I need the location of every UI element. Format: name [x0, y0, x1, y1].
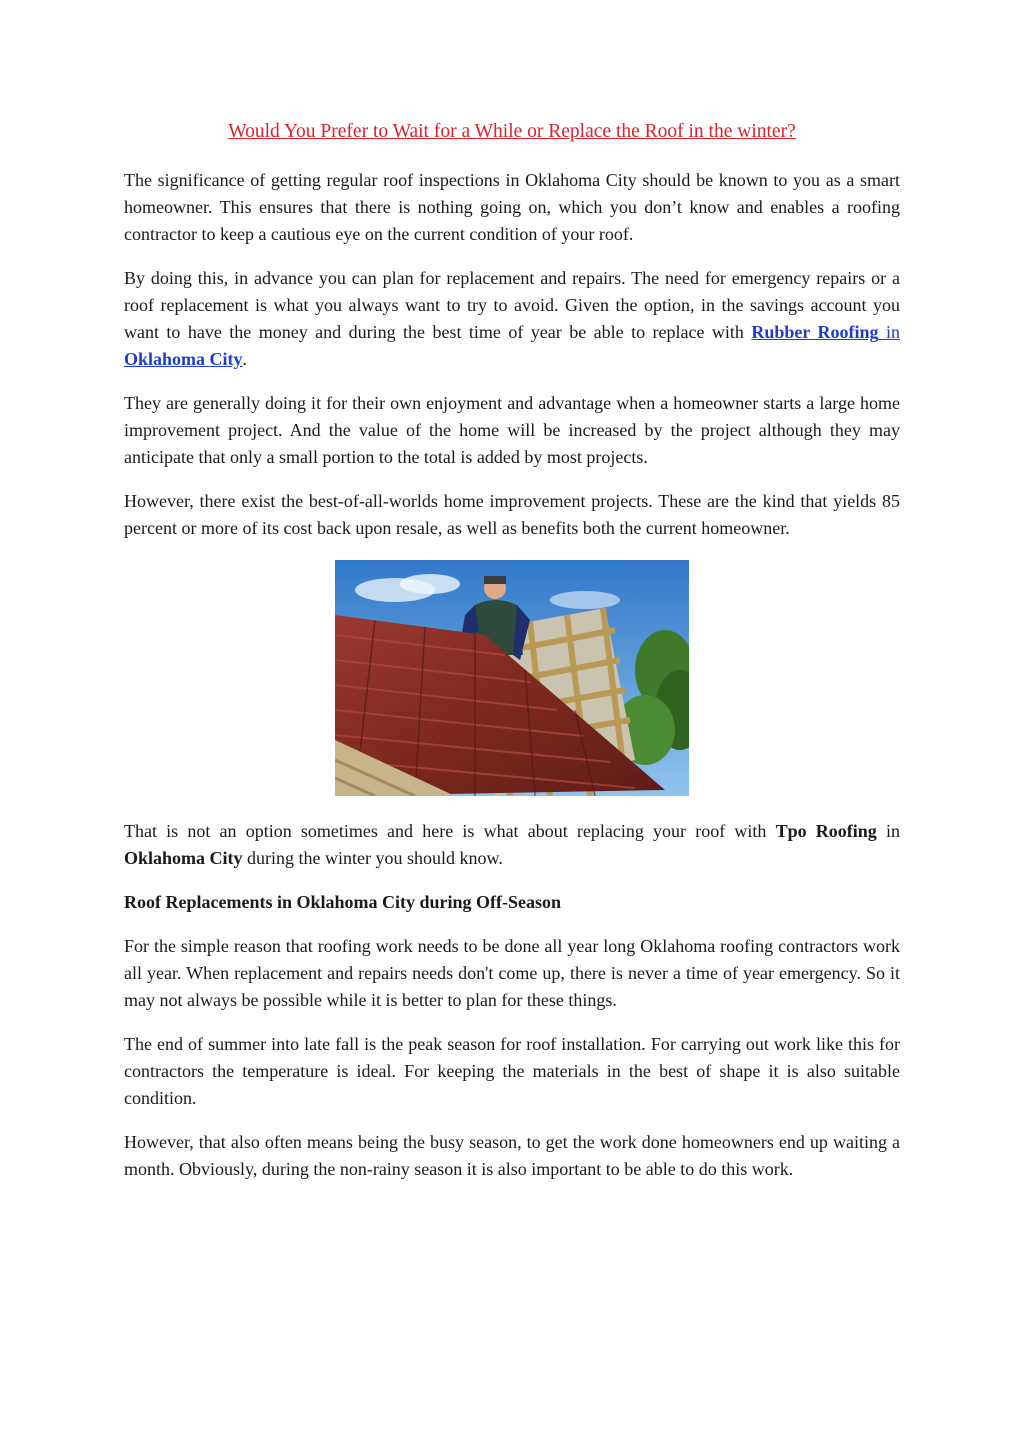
paragraph-3: They are generally doing it for their own enjoyment and advantage when a homeowner starts a large home improvement project. And the value of the home will be increased by the project although they may anticipate that only a small portion to the total is added by most projects. — [124, 393, 900, 467]
paragraph-5-text: That is not an option sometimes and here is what about replacing your roof with — [124, 821, 776, 841]
tpo-roofing-term: Tpo Roofing — [775, 821, 877, 841]
rubber-roofing-link-label: Rubber Roofing — [751, 322, 879, 342]
page-title — [124, 118, 900, 145]
paragraph-4: However, there exist the best-of-all-worlds home improvement projects. These are the kind that yields 85 percent or more of its cost back upon resale, as well as benefits both the current homeowner. — [124, 491, 900, 538]
oklahoma-city-term: Oklahoma City — [124, 848, 243, 868]
section-heading: Roof Replacements in Oklahoma City during Off-Season — [124, 892, 562, 912]
rubber-roofing-link-city: Oklahoma City — [124, 349, 243, 369]
paragraph-7: The end of summer into late fall is the peak season for roof installation. For carrying out work like this for contractors the temperature is ideal. For keeping the materials in the best of shape it is also suitable condition. — [124, 1034, 900, 1108]
roofer-photo — [335, 560, 689, 796]
paragraph-6: For the simple reason that roofing work needs to be done all year long Oklahoma roofing contractors work all year. When replacement and repairs needs don't come up, there is never a time of year emergency. So it may not always be possible while it is better to plan for these things. — [124, 936, 900, 1010]
paragraph-1: The significance of getting regular roof inspections in Oklahoma City should be known to you as a smart homeowner. This ensures that there is nothing going on, which you don’t know and enables a roofing contractor to keep a cautious eye on the current condition of your roof. — [124, 170, 900, 244]
paragraph-5 — [124, 818, 900, 872]
title-link[interactable]: Would You Prefer to Wait for a While or Replace the Roof in the winter? — [228, 121, 796, 142]
paragraph-5-end: during the winter you should know. — [242, 848, 503, 868]
paragraph-2 — [124, 265, 900, 373]
paragraph-2-end: . — [242, 349, 248, 369]
paragraph-5-in: in — [876, 821, 900, 841]
document-page — [124, 118, 900, 1200]
rubber-roofing-link-in: in — [878, 322, 900, 342]
paragraph-2-text: By doing this, in advance you can plan for replacement and repairs. The need for emergency repairs or a roof replacement is what you always want to try to avoid. Given the option, in the savings account you want to have the money and during the best time of year be able to replace with — [124, 268, 900, 342]
paragraph-8: However, that also often means being the busy season, to get the work done homeowners end up waiting a month. Obviously, during the non-rainy season it is also important to be able to do this work. — [124, 1132, 900, 1179]
